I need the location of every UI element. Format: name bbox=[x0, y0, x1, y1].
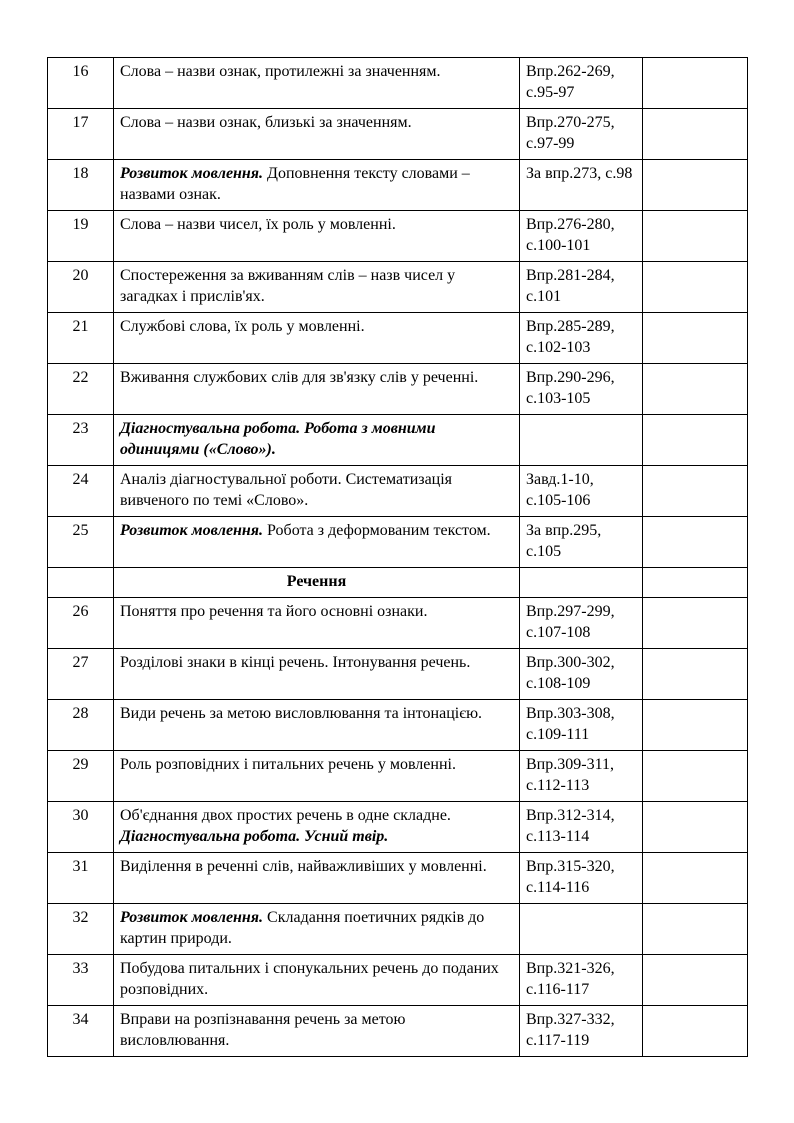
topic-text: Спостереження за вживанням слів – назв чисел у загадках і прислів'ях. bbox=[120, 267, 456, 305]
empty-cell bbox=[643, 364, 748, 415]
empty-cell bbox=[643, 568, 748, 598]
empty-cell bbox=[643, 109, 748, 160]
empty-cell bbox=[48, 568, 114, 598]
empty-cell bbox=[643, 802, 748, 853]
lesson-topic bbox=[114, 109, 520, 160]
table-row bbox=[48, 262, 748, 313]
topic-text: Поняття про речення та його основні ознаки. bbox=[120, 603, 428, 620]
topic-text: Аналіз діагностувальної роботи. Систематизація вивченого по темі «Слово». bbox=[120, 471, 453, 509]
empty-cell bbox=[643, 58, 748, 109]
table-row bbox=[48, 802, 748, 853]
lesson-plan-table bbox=[47, 57, 748, 1057]
empty-cell bbox=[643, 415, 748, 466]
table-row bbox=[48, 109, 748, 160]
exercise-ref: Завд.1-10, с.105-106 bbox=[520, 466, 643, 517]
empty-cell bbox=[643, 160, 748, 211]
lesson-number: 31 bbox=[48, 853, 114, 904]
lesson-number: 19 bbox=[48, 211, 114, 262]
empty-cell bbox=[643, 751, 748, 802]
topic-text: Вживання службових слів для зв'язку слів у реченні. bbox=[120, 369, 479, 386]
topic-emphasis: Розвиток мовлення. bbox=[120, 165, 264, 182]
lesson-topic bbox=[114, 211, 520, 262]
exercise-ref: Впр.290-296, с.103-105 bbox=[520, 364, 643, 415]
exercise-ref: Впр.300-302, с.108-109 bbox=[520, 649, 643, 700]
lesson-topic bbox=[114, 649, 520, 700]
empty-cell bbox=[520, 568, 643, 598]
empty-cell bbox=[643, 211, 748, 262]
exercise-ref: Впр.303-308, с.109-111 bbox=[520, 700, 643, 751]
exercise-ref: Впр.281-284, с.101 bbox=[520, 262, 643, 313]
exercise-ref: За впр.273, с.98 bbox=[520, 160, 643, 211]
lesson-number: 21 bbox=[48, 313, 114, 364]
lesson-topic bbox=[114, 802, 520, 853]
lesson-topic bbox=[114, 853, 520, 904]
topic-text: Види речень за метою висловлювання та інтонацією. bbox=[120, 705, 483, 722]
topic-text: Роль розповідних і питальних речень у мовленні. bbox=[120, 756, 456, 773]
lesson-topic bbox=[114, 598, 520, 649]
exercise-ref: Впр.276-280, с.100-101 bbox=[520, 211, 643, 262]
lesson-number: 27 bbox=[48, 649, 114, 700]
topic-text: Слова – назви ознак, протилежні за значенням. bbox=[120, 63, 441, 80]
lesson-topic bbox=[114, 415, 520, 466]
lesson-number: 20 bbox=[48, 262, 114, 313]
empty-cell bbox=[643, 466, 748, 517]
empty-cell bbox=[643, 517, 748, 568]
lesson-number: 18 bbox=[48, 160, 114, 211]
empty-cell bbox=[643, 262, 748, 313]
lesson-topic bbox=[114, 517, 520, 568]
lesson-topic bbox=[114, 160, 520, 211]
lesson-number: 24 bbox=[48, 466, 114, 517]
table-row bbox=[48, 955, 748, 1006]
table-row bbox=[48, 904, 748, 955]
empty-cell bbox=[643, 955, 748, 1006]
exercise-ref: Впр.327-332, с.117-119 bbox=[520, 1006, 643, 1057]
exercise-ref: Впр.315-320, с.114-116 bbox=[520, 853, 643, 904]
table-row bbox=[48, 211, 748, 262]
table-row bbox=[48, 751, 748, 802]
section-title: Речення bbox=[114, 568, 520, 598]
lesson-topic bbox=[114, 58, 520, 109]
empty-cell bbox=[643, 313, 748, 364]
empty-cell bbox=[643, 700, 748, 751]
exercise-ref: Впр.321-326, с.116-117 bbox=[520, 955, 643, 1006]
table-row bbox=[48, 466, 748, 517]
lesson-number: 29 bbox=[48, 751, 114, 802]
exercise-ref bbox=[520, 904, 643, 955]
exercise-ref: Впр.270-275, с.97-99 bbox=[520, 109, 643, 160]
lesson-topic bbox=[114, 700, 520, 751]
table-row bbox=[48, 649, 748, 700]
empty-cell bbox=[643, 1006, 748, 1057]
exercise-ref: Впр.285-289, с.102-103 bbox=[520, 313, 643, 364]
table-row bbox=[48, 598, 748, 649]
section-header-row bbox=[48, 568, 748, 598]
table-row bbox=[48, 853, 748, 904]
empty-cell bbox=[643, 904, 748, 955]
topic-text: Складання поетичних рядків до картин природи. bbox=[120, 909, 485, 947]
topic-text: Об'єднання двох простих речень в одне складне. bbox=[120, 807, 451, 824]
exercise-ref: Впр.297-299, с.107-108 bbox=[520, 598, 643, 649]
lesson-topic bbox=[114, 364, 520, 415]
topic-text: Слова – назви чисел, їх роль у мовленні. bbox=[120, 216, 396, 233]
topic-text: Вправи на розпізнавання речень за метою висловлювання. bbox=[120, 1011, 406, 1049]
lesson-topic bbox=[114, 904, 520, 955]
lesson-topic bbox=[114, 262, 520, 313]
table-row bbox=[48, 160, 748, 211]
lesson-number: 26 bbox=[48, 598, 114, 649]
topic-text: Робота з деформованим текстом. bbox=[263, 522, 491, 539]
empty-cell bbox=[643, 853, 748, 904]
lesson-topic bbox=[114, 313, 520, 364]
topic-text: Розділові знаки в кінці речень. Інтонування речень. bbox=[120, 654, 471, 671]
table-row bbox=[48, 58, 748, 109]
topic-text: Доповнення тексту словами – назвами ознак. bbox=[120, 165, 470, 203]
table-row bbox=[48, 415, 748, 466]
table-row bbox=[48, 364, 748, 415]
empty-cell bbox=[643, 598, 748, 649]
lesson-number: 28 bbox=[48, 700, 114, 751]
lesson-number: 17 bbox=[48, 109, 114, 160]
topic-text: Службові слова, їх роль у мовленні. bbox=[120, 318, 365, 335]
exercise-ref: За впр.295, с.105 bbox=[520, 517, 643, 568]
lesson-number: 33 bbox=[48, 955, 114, 1006]
topic-emphasis: Діагностувальна робота. Усний твір. bbox=[120, 828, 389, 845]
lesson-number: 22 bbox=[48, 364, 114, 415]
lesson-number: 32 bbox=[48, 904, 114, 955]
topic-emphasis: Розвиток мовлення. bbox=[120, 909, 264, 926]
lesson-topic bbox=[114, 466, 520, 517]
exercise-ref: Впр.262-269, с.95-97 bbox=[520, 58, 643, 109]
exercise-ref: Впр.312-314, с.113-114 bbox=[520, 802, 643, 853]
lesson-number: 30 bbox=[48, 802, 114, 853]
lesson-number: 25 bbox=[48, 517, 114, 568]
lesson-number: 34 bbox=[48, 1006, 114, 1057]
table-row bbox=[48, 517, 748, 568]
table-row bbox=[48, 313, 748, 364]
topic-text: Побудова питальних і спонукальних речень до поданих розповідних. bbox=[120, 960, 499, 998]
topic-emphasis: Розвиток мовлення. bbox=[120, 522, 264, 539]
lesson-topic bbox=[114, 1006, 520, 1057]
topic-emphasis: Діагностувальна робота. Робота з мовними одиницями («Слово»). bbox=[120, 420, 436, 458]
empty-cell bbox=[643, 649, 748, 700]
exercise-ref bbox=[520, 415, 643, 466]
topic-text: Виділення в реченні слів, найважливіших у мовленні. bbox=[120, 858, 487, 875]
table-row bbox=[48, 700, 748, 751]
topic-text: Слова – назви ознак, близькі за значенням. bbox=[120, 114, 412, 131]
lesson-number: 23 bbox=[48, 415, 114, 466]
lesson-topic bbox=[114, 751, 520, 802]
lesson-number: 16 bbox=[48, 58, 114, 109]
exercise-ref: Впр.309-311, с.112-113 bbox=[520, 751, 643, 802]
table-row bbox=[48, 1006, 748, 1057]
lesson-topic bbox=[114, 955, 520, 1006]
